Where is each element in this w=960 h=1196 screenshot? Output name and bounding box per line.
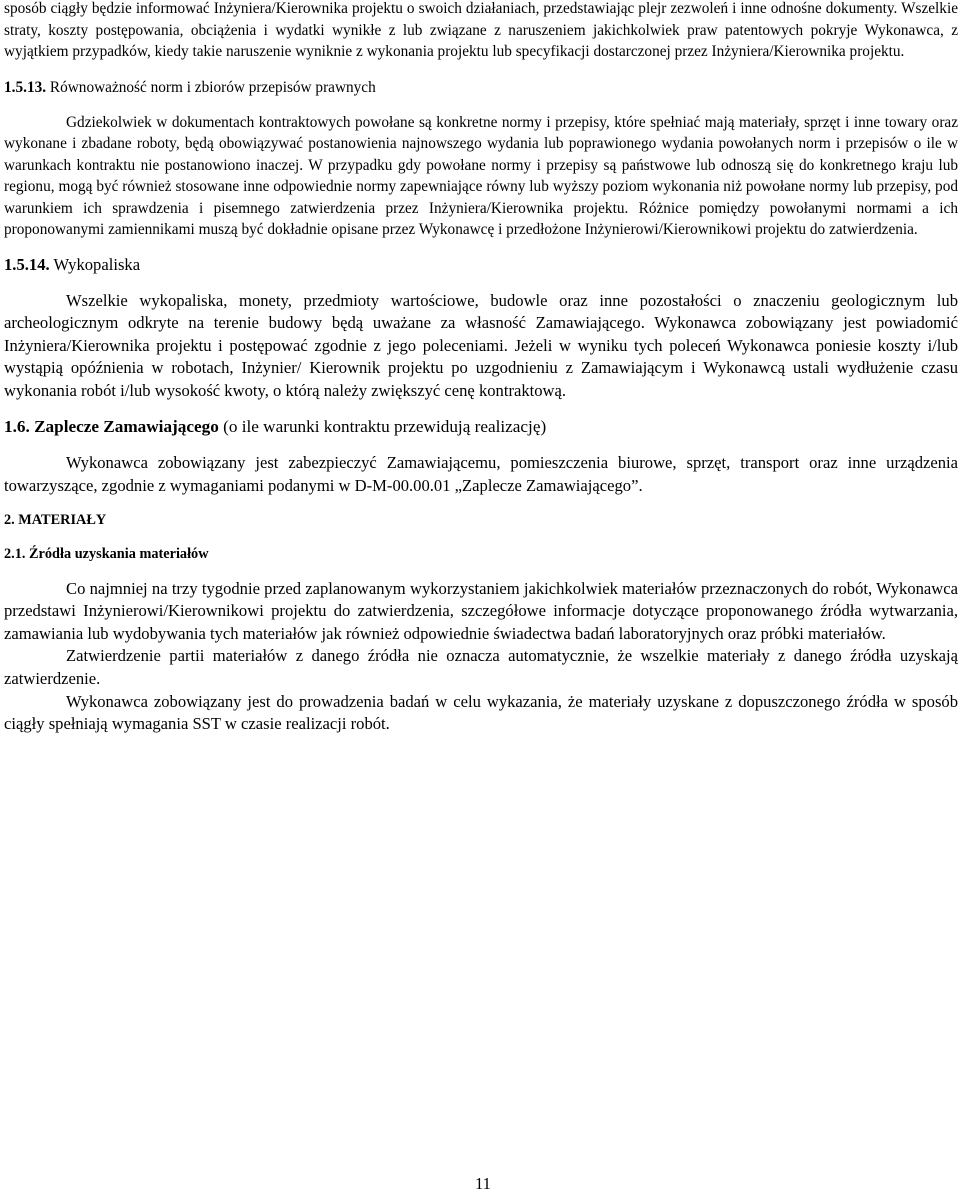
section-1-5-13-body: Gdziekolwiek w dokumentach kontraktowych powołane są konkretne normy i przepisy, które spełniać mają materiały, sprzęt i inne towary oraz wykonane i zbadane roboty, będą obowiązywać postanowienia najnowszego wydania lub poprawionego wydania powołanych norm i przepisów o ile w warunkach kontraktu nie postanowiono inaczej. W przypadku gdy powołane normy i przepisy są państwowe lub odnoszą się do konkretnego kraju lub regionu, mogą być również stosowane inne odpowiednie normy zapewniające równy lub wyższy poziom wykonania niż powołane normy lub przepisy, pod warunkiem ich sprawdzenia i pisemnego zatwierdzenia przez Inżyniera/Kierownika projektu. Różnice pomiędzy powołanymi normami a ich proponowanymi zamiennikami muszą być dokładnie opisane przez Wykonawcę i przedłożone Inżynierowi/Kierownikowi projektu do zatwierdzenia. [4, 113, 958, 238]
section-2-1-paragraph: Zatwierdzenie partii materiałów z danego źródła nie oznacza automatycznie, że wszelkie materiały z danego źródła uzyskają zatwierdzenie. [4, 646, 958, 689]
section-note: (o ile warunki kontraktu przewidują realizację) [223, 417, 547, 437]
document-page [4, 0, 958, 736]
chapter-heading: 2. MATERIAŁY [4, 511, 107, 528]
section-2-1-heading: 2.1. Źródła uzyskania materiałów [4, 545, 209, 562]
intro-paragraph: sposób ciągły będzie informować Inżyniera/Kierownika projektu o swoich działaniach, przedstawiając plejr zezwoleń i inne odnośne dokumenty. Wszelkie straty, koszty postępowania, obciążenia i wydatki wynikłe z lub związane z naruszeniem jakichkolwiek praw patentowych pokryje Wykonawca, z wyjątkiem przypadków, kiedy takie naruszenie wyniknie z wykonania projektu lub specyfikacji dostarczonej przez Inżyniera/Kierownika projektu. [4, 0, 958, 60]
section-2-1-paragraph: Co najmniej na trzy tygodnie przed zaplanowanym wykorzystaniem jakichkolwiek materiałów przeznaczonych do robót, Wykonawca przedstawi Inżynierowi/Kierownikowi projektu do zatwierdzenia, szczegółowe informacje dotyczące proponowanego źródła wytwarzania, zamawiania lub wydobywania tych materiałów jak również odpowiednie świadectwa badań laboratoryjnych oraz próbki materiałów. [4, 578, 958, 643]
section-1-5-14-heading [4, 254, 958, 276]
section-number: 1.6. [4, 417, 30, 437]
section-2-1-paragraph: Wykonawca zobowiązany jest do prowadzenia badań w celu wykazania, że materiały uzyskane z dopuszczonego źródła w sposób ciągły spełniają wymagania SST w czasie realizacji robót. [4, 691, 958, 734]
page-number: 11 [475, 1174, 491, 1193]
section-number: 1.5.14. [4, 254, 50, 274]
section-1-5-14-body: Wszelkie wykopaliska, monety, przedmioty wartościowe, budowle oraz inne pozostałości o znaczeniu geologicznym lub archeologicznym odkryte na terenie budowy będą uważane za własność Zamawiającego. Wykonawca zobowiązany jest powiadomić Inżyniera/Kierownika projektu i postępować zgodnie z jego poleceniami. Jeżeli w wyniku tych poleceń Wykonawca poniesie koszty i/lub wystąpią opóźnienia w robotach, Inżynier/ Kierownik projektu po uzgodnieniu z Zamawiającym i Wykonawcą ustali wydłużenie czasu wykonania robót i/lub wysokość kwoty, o którą należy zwiększyć cenę kontraktową. [4, 290, 958, 400]
section-title: Wykopaliska [53, 254, 141, 274]
section-1-5-13-heading [4, 77, 958, 98]
section-1-6-heading [4, 416, 958, 438]
section-1-6-body: Wykonawca zobowiązany jest zabezpieczyć Zamawiającemu, pomieszczenia biurowe, sprzęt, transport oraz inne urządzenia towarzyszące, zgodnie z wymaganiami podanymi w D-M-00.00.01 „Zaplecze Zamawiającego”. [4, 453, 958, 496]
section-title: Zaplecze Zamawiającego [34, 417, 219, 437]
section-title: Równoważność norm i zbiorów przepisów prawnych [49, 78, 376, 96]
section-number: 1.5.13. [4, 78, 47, 96]
